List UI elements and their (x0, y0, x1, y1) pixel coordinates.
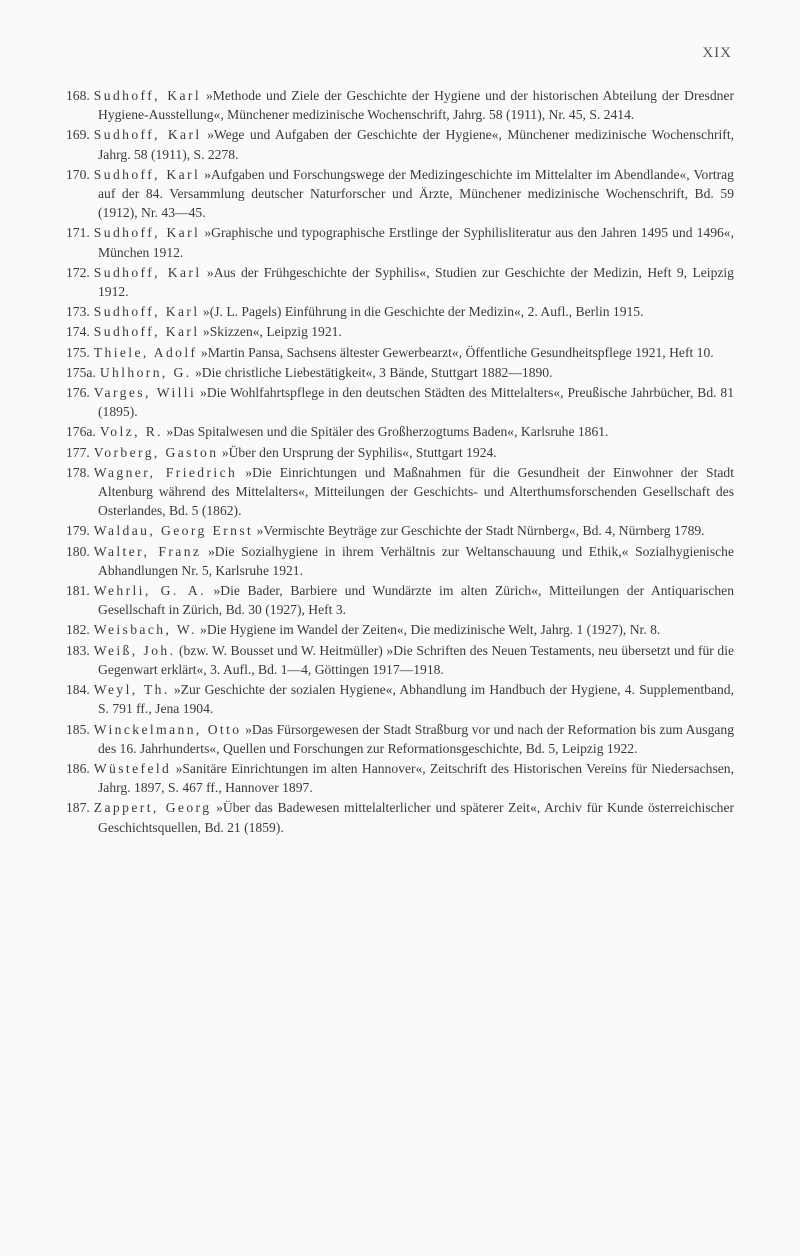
entry-text: »Aus der Frühgeschichte der Syphilis«, Studien zur Geschichte der Medizin, Heft 9, Leipzig 1912. (98, 264, 734, 300)
entry-number: 174. (66, 324, 90, 340)
entry-number: 175a. (66, 364, 96, 380)
entry-text: »(J. L. Pagels) Einführung in die Geschichte der Medizin«, 2. Aufl., Berlin 1915. (202, 304, 644, 320)
entry-text: »Wege und Aufgaben der Geschichte der Hygiene«, Münchener medizinische Wochenschrift, Jahrg. 58 (1911), S. 2278. (98, 127, 734, 162)
bibliography-entry (66, 263, 734, 301)
entry-author: Weisbach, W. (93, 622, 197, 638)
entry-author: Sudhoff, Karl (93, 225, 201, 241)
bibliography-entry (66, 521, 734, 540)
entry-number: 186. (66, 760, 90, 776)
entry-author: Volz, R. (99, 424, 163, 440)
bibliography-entry (66, 463, 734, 521)
bibliography-entry (66, 680, 734, 718)
entry-number: 170. (66, 166, 90, 182)
bibliography-entry (66, 720, 734, 758)
bibliography-entry (66, 798, 734, 836)
entry-number: 187. (66, 800, 90, 816)
entry-author: Thiele, Adolf (93, 344, 198, 360)
entry-author: Weyl, Th. (93, 682, 170, 698)
entry-author: Zappert, Georg (93, 800, 212, 816)
entry-number: 168. (66, 88, 90, 103)
entry-text: »Die christliche Liebestätigkeit«, 3 Bände, Stuttgart 1882—1890. (194, 364, 553, 380)
entry-number: 171. (66, 225, 90, 241)
entry-number: 183. (66, 642, 90, 658)
entry-author: Sudhoff, Karl (93, 264, 202, 280)
entry-author: Wagner, Friedrich (93, 464, 238, 480)
entry-number: 179. (66, 523, 90, 539)
entry-text: »Über das Badewesen mittelalterlicher und späterer Zeit«, Archiv für Kunde österreichischer Geschichtsquellen, Bd. 21 (1859). (98, 800, 734, 835)
entry-text: »Graphische und typographische Erstlinge der Syphilisliteratur aus den Jahren 1495 und 1496«, München 1912. (98, 225, 734, 260)
entry-text: »Das Spitalwesen und die Spitäler des Großherzogtums Baden«, Karlsruhe 1861. (166, 424, 609, 440)
entry-number: 180. (66, 543, 90, 559)
entry-text: »Methode und Ziele der Geschichte der Hygiene und der historischen Abteilung der Dresdner Hygiene-Ausstellung«, Münchener medizinische Wochenschrift, Jahrg. 58 (1911), Nr. 45, S. 2414. (98, 88, 734, 123)
entry-author: Vorberg, Gaston (93, 444, 219, 460)
bibliography-entry (66, 223, 734, 261)
entry-author: Varges, Willi (93, 385, 197, 401)
entry-number: 173. (66, 304, 90, 320)
entry-author: Sudhoff, Karl (93, 88, 202, 103)
bibliography-entry (66, 302, 734, 321)
entry-text: (bzw. W. Bousset und W. Heitmüller) »Die Schriften des Neuen Testaments, neu übersetzt und für die Gegenwart erklärt«, 3. Aufl., Bd. 1—4, Göttingen 1917—1918. (98, 642, 735, 677)
entry-number: 172. (66, 264, 90, 280)
bibliography-entry (66, 581, 734, 619)
entry-author: Winckelmann, Otto (93, 721, 242, 737)
bibliography-list (66, 86, 734, 838)
entry-number: 176. (66, 385, 90, 401)
entry-text: »Sanitäre Einrichtungen im alten Hannover«, Zeitschrift des Historischen Vereins für Niedersachsen, Jahrg. 1897, S. 467 ff., Hannover 1897. (98, 760, 734, 796)
entry-text: »Über den Ursprung der Syphilis«, Stuttgart 1924. (221, 444, 497, 460)
bibliography-entry (66, 443, 734, 462)
entry-number: 182. (66, 622, 90, 638)
entry-number: 177. (66, 444, 90, 460)
bibliography-entry (66, 322, 734, 341)
entry-text: »Vermischte Beyträge zur Geschichte der Stadt Nürnberg«, Bd. 4, Nürnberg 1789. (256, 523, 705, 539)
entry-text: »Skizzen«, Leipzig 1921. (202, 324, 342, 340)
bibliography-entry (66, 86, 734, 124)
entry-number: 181. (66, 583, 90, 599)
entry-author: Wüstefeld (93, 760, 172, 776)
bibliography-entry (66, 363, 734, 382)
entry-text: »Die Bader, Barbiere und Wundärzte im alten Zürich«, Mitteilungen der Antiquarischen Gesellschaft in Zürich, Bd. 30 (1927), Heft 3. (98, 583, 734, 618)
entry-author: Walter, Franz (93, 543, 202, 559)
entry-number: 176a. (66, 424, 96, 440)
entry-text: »Das Fürsorgewesen der Stadt Straßburg vor und nach der Reformation bis zum Ausgang des 16. Jahrhunderts«, Quellen und Forschungen zur Reformationsgeschichte, Bd. 5, Leipzig 1922. (98, 721, 734, 756)
entry-text: »Die Einrichtungen und Maßnahmen für die Gesundheit der Einwohner der Stadt Altenburg während des Mittelalters«, Mitteilungen der Geschichts- und Alterthumsforschenden Gesellschaft des Osterlandes, Bd. 5 (1862). (98, 464, 735, 519)
bibliography-entry (66, 542, 734, 580)
entry-text: »Die Sozialhygiene in ihrem Verhältnis zur Weltanschauung und Ethik,« Sozialhygienische Abhandlungen Nr. 5, Karlsruhe 1921. (98, 543, 734, 578)
entry-number: 169. (66, 127, 90, 143)
entry-number: 185. (66, 721, 90, 737)
entry-text: »Aufgaben und Forschungswege der Medizingeschichte im Mittelalter im Abendlande«, Vortrag auf der 84. Versammlung deutscher Naturforscher und Ärzte, Münchener medizinische Wochenschrift, Bd. 59 (1912), Nr. 43—45. (98, 166, 734, 221)
entry-text: »Zur Geschichte der sozialen Hygiene«, Abhandlung im Handbuch der Hygiene, 4. Supplementband, S. 791 ff., Jena 1904. (98, 682, 735, 717)
entry-text: »Die Hygiene im Wandel der Zeiten«, Die medizinische Welt, Jahrg. 1 (1927), Nr. 8. (200, 622, 661, 638)
entry-author: Sudhoff, Karl (93, 127, 202, 143)
entry-author: Uhlhorn, G. (99, 364, 192, 380)
bibliography-entry (66, 383, 734, 421)
entry-author: Sudhoff, Karl (93, 166, 201, 182)
entry-author: Waldau, Georg Ernst (93, 523, 254, 539)
bibliography-entry (66, 125, 734, 163)
entry-text: »Die Wohlfahrtspflege in den deutschen Städten des Mittelalters«, Preußische Jahrbücher, Bd. 81 (1895). (98, 385, 735, 420)
entry-author: Weiß, Joh. (93, 642, 176, 658)
entry-author: Sudhoff, Karl (93, 324, 200, 340)
bibliography-entry (66, 422, 734, 441)
entry-number: 184. (66, 682, 90, 698)
entry-text: »Martin Pansa, Sachsens ältester Gewerbearzt«, Öffentliche Gesundheitspflege 1921, Heft 10. (200, 344, 714, 360)
entry-author: Sudhoff, Karl (93, 304, 200, 320)
entry-author: Wehrli, G. A. (93, 583, 206, 599)
bibliography-entry (66, 641, 734, 679)
entry-number: 178. (66, 464, 90, 480)
entry-number: 175. (66, 344, 90, 360)
page-number: XIX (702, 45, 732, 61)
bibliography-entry (66, 165, 734, 223)
bibliography-entry (66, 343, 734, 362)
bibliography-entry (66, 759, 734, 797)
bibliography-entry (66, 620, 734, 639)
